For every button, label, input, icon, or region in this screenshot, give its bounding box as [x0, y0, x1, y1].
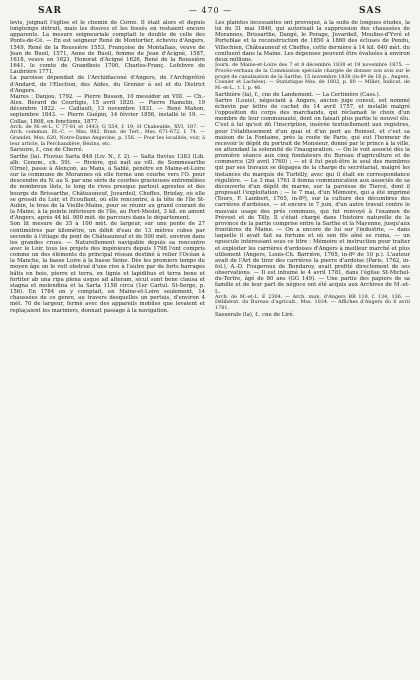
- left-column: [10, 20, 205, 680]
- text-columns: [10, 20, 410, 680]
- right-column: [215, 20, 410, 680]
- source-references: Journ. de Maine-et-Loire des 7 et 8 décembre 1838 et 19 novembre 1875. — Procès-verbaux de la Commission spéciale chargée de donner son avis sur le projet de canalisation de la Sarthe, 15 novembre 1838 (in-8º de 16 p., Angers, Cosnier et Lachèse). — Statistique Mss. de 1802, p. 80 — Millet, Indicat. de M.-et-L., t. I, p. 46.: [215, 62, 410, 91]
- entry-sarthe: Sarthe (la). Fluvius Sarta 848 (Liv. N., f. 2). — Salta fluvius 1383 (Lib. alb. Cenom., ch. 59). — Rivière, qui naît au vill. de Sommesarthe (Orne), passe à Alençon, au Mans, à Sablé, pénètre en Maine-et-Loire sur la commune de Morannes où elle forme une courbe vers l'O. pour descendre du N. au S. par une série de courbes gracieuses entremêlées de nombreux îlots, le long de rives presque partout agrestes et des bourgs de Brissarthe, Châteauneuf, Juvardeil, Cheffes, Briolay, où elle se grossit du Loir, et Ecouflant, où elle rencontre, à la tête de l'île St-Aubin, le bras de la Vieille-Maine, pour se réunir au grand courant de la Maine, à la pointe inférieure de l'île, au Port-Meslet, 3 kil. en amont d'Angers, après 44 kil. 900 mèt. de parcours dans le département.: [10, 153, 205, 222]
- paragraph: Les plaintes incessantes ont provoqué, à la suite de longues études, la loi du 31 mai 1846, qui autorisait la suppression des chaussées de Morannes, Brissarthe, Dangé, le Porage, Juvardeil, Moulins-d'Yvré et Porteblae et la reconstruction de 1850 à 1860 des écluses de Pendu, Villechien, Châteauneuf et Cheffes, cette dernière à 14 kil. 640 mèt. du confluent dans la Maine. Les dépenses peuvent être évaluées à environ deux millions.: [215, 20, 410, 63]
- page-number: — 470 —: [188, 6, 233, 15]
- header-right-title: SAS: [359, 6, 382, 16]
- header-left-title: SAR: [38, 6, 62, 16]
- entry-sarsoire: Sarsoire, f., cne de Cherré.: [10, 147, 84, 154]
- entry-sartre: Sartre (Louis), négociant à Angers, ancien juge consul, est nommé échevin par lettre de cachet du 14 avril 1757, et installé malgré l'opposition du corps des marchands, qui réclamait le choix d'un membre de leur communauté, dont on faisait plus partie le nouvel élu. C'est à lui qu'est dû l'inscription, insérée textuellement aux registres, pour l'établissement d'un quai et d'un port au Roinsel, et c'est sa maison de la Fontaine, près la route de Paris, qui eut l'honneur de recevoir le dépôt du portrait de Monsieur, donné par le prince à la ville, en attendant la solennité de l'inauguration. — On le voit associé dès la première séance aux cinq fondateurs du Bureau d'agriculture et de commerce (29 avril 1760) ; — et il fut peut-être le seul des membres qui par ses travaux se dégagea de la charge du secrétariat, malgré les instances du marquis de Turbilly, avec qui il était en correspondance régulière. — Le 3 mai 1761 il donna communication aux associés de sa découverte d'un dépôt de marne, sur la paroisse de Tiercé, dont il proposait l'exploitation ; — le 7 mai, d'un Mémoire, qui a été imprimé (Tours, F. Lambert, 1765, in-8º), sur la culture des décombres des carrières d'ardoises, — et encore le 7 juin, d'un autre travail contre le mauvais usage des prés communs, qui fut renvoyé à l'examen de Prévost et de Tilly. Il s'était chargé dans l'histoire naturelle de la province de la partie comprise entre la Sarthe et la Mayenne, jusqu'aux frontières du Maine. — On a encore de lui sur l'industrie, — dans laquelle il avait fait sa fortune et où son fils aîné se ruina, — un opuscule intéressant sous ce titre : Mémoire et instruction pour traiter et exploiter les carrières d'ardoises d'Angers à meilleur marché et plus utilement (Angers, Louis-Ch. Barrière, 1765, in-8º de 10 p.). L'auteur avait de l'Art de tirer des carrières la pierre d'ardoise (Paris, 1762, in-fol.), A.-D. Fougeroux de Bondaroy, avait profité directement de ses observations. — Il est inhumé le 4 avril 1781, dans l'église St-Michel-du-Tertre, âgé de 80 ans (GG 149). — Une partie des papiers de sa famille et de leur part de négoce ont été acquis aux Archives de M.-et-L.: [215, 97, 410, 295]
- source-references: Arch. de M.-et-L. E 2304. — Arch. mun. d'Angers BB 119, f. 134, 136. — Délibérat. du Bureau d'agricult., Mss. 1034. — Affiches d'Angers du 6 avril 1781.: [215, 293, 410, 312]
- entry-sasserale: Sasserale (la), f., cne de Liré.: [215, 311, 295, 318]
- paragraph: La paroisse dépendait de l'Archidiaconé d'Angers, de l'Archiprêtré d'Andard, de l'Election, des Aides, du Grenier à sel et du District d'Angers.: [10, 75, 205, 94]
- paragraph: Maires : Danjou, 1792. — Pierre Busson, 10 messidor an VIII. — Ch.-Alex. Bérard de Courtigis, 15 avril 1820. — Pierre Hamelin, 19 décembre 1822. — Caillault, 13 novembre 1831. — René Mahon, septembre 1843. — Pierre Guépin, 14 février 1856, installé le 19. — Collas, 1868, en fonctions, 1877.: [10, 93, 205, 125]
- running-header: [10, 6, 410, 20]
- source-references: Arch. de M.-et-L. C 77-81 et 1443; G 554, f. 19; H Chabeuble, XVI, 107. — Arch. commun. Et.-C. — Mss. 982. Bran. de Tert., Mss. 671-672, f. 74. — Grandet, Mss. 620, Notre-Dame Angevine, p. 156. — Pour les localités, voir, à leur article, la Perchandière, Bézins, etc.: [10, 123, 205, 147]
- paragraph: levis, joignait l'église et le chemin de Corné. Il était alors et depuis longtemps détruit, mais les douves et les fossés en restaient encore apparents. La mesure seigneuriale comptait le double de celle des Ponts-de-Cé. — En est seigneur René de Montortier, écheviu d'Angers, 1549, René de la Roussière 1553, Françoise de Montallais, veuve de Jean de Bueil, 1571, Anne de Bueil, femme de Jean d'Acigné, 1587, 1618, veuve en 1621, Honorat d'Acigné 1626, René de la Roussière 1641, le comte de Grandbois 1700, Charles-Franç. Lefebvre de Laubrière 1771.: [10, 20, 205, 76]
- entry-sarthiere: Sarthière (la), f., cne de Landemont. — La Certinière (Cass.).: [215, 91, 381, 98]
- paragraph: Son lit mesure de 35 à 100 mèt. de largeur, sur une pente de 27 centimètres par kilomètre, un débit d'eau de 13 mètres cubes par seconde à l'étiage du pont de Châteauneuf et de 500 mèt. environ dans les grandes crues. — Naturellement navigable depuis sa rencontre avec le Loir, tous les projets des ingénieurs depuis 1798 l'ont compris comme un des éléments du principal réseau destiné à relier l'Océan à la Manche, la basse Loire à la basse Seine. Dès les premiers temps du moyen âge on le voit obstrué d'une rive à l'autre par de forts barrages bâtis en bois, pierre et terra, ex lignis et lapidibus et terra bene et fortiter ab una ripa plena usque ad alteram, sicut sunt bene clausa et stagna et molendina et la Sarta 1158 circa (1er Cartul. St-Serge, p. 156). En 1784 on y comptait, en Maine-et-Loire seulement, 14 chaussées de ce genre, au travers desquelles un pertuis, d'environ 4 mèt. 70 de largeur, fermé avec des appareils mobiles que levaient et replaçaient les mariniers, donnait passage à la navigation.: [10, 221, 205, 314]
